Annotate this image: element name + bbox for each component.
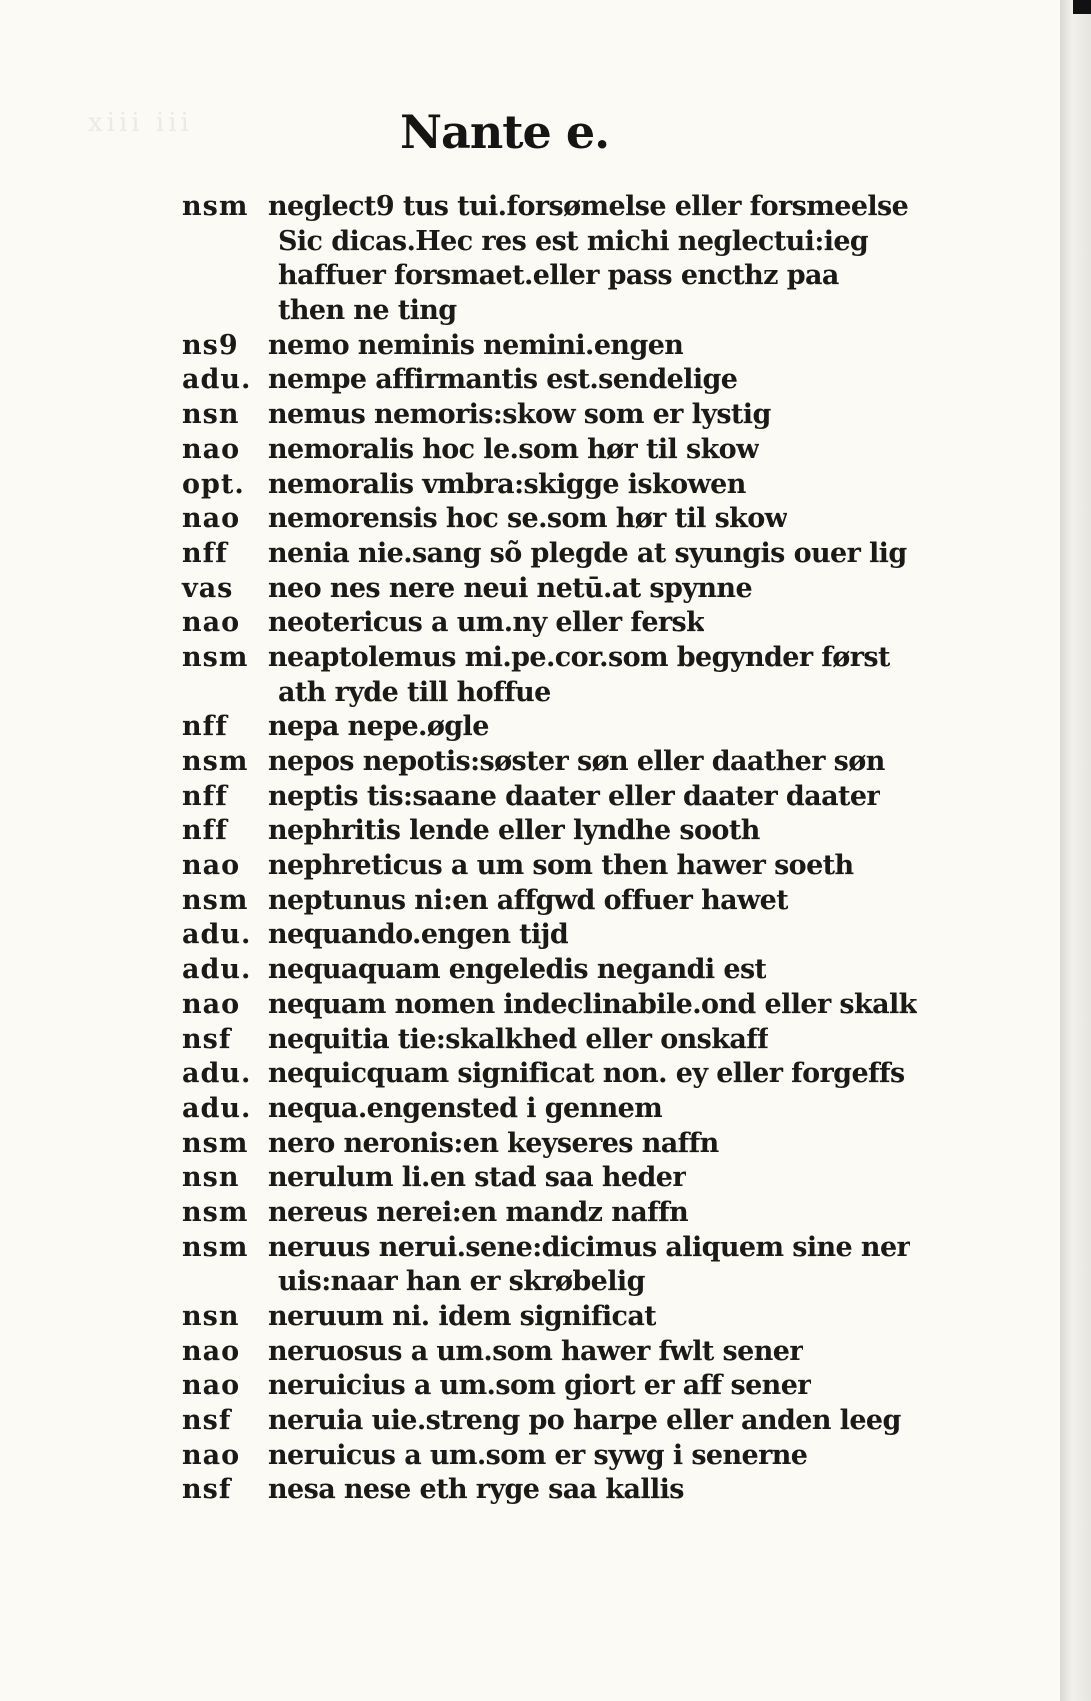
dictionary-entry [0, 814, 1060, 849]
grammar-label: nsm [182, 1127, 249, 1159]
dictionary-entry [0, 1231, 1060, 1300]
grammar-label: nsf [182, 1474, 232, 1506]
entry-text: nephritis lende eller lyndhe sooth [268, 815, 760, 847]
dictionary-entry [0, 1092, 1060, 1127]
grammar-label: nsf [182, 1405, 232, 1437]
grammar-label: ns9 [182, 329, 239, 361]
entry-first-line [0, 1404, 1060, 1439]
entry-first-line [0, 745, 1060, 780]
entry-text: neglect9 tus tui.forsømelse eller forsmeelse [268, 191, 909, 222]
entry-first-line [0, 1439, 1060, 1474]
dictionary-entry [0, 606, 1060, 641]
entry-text: nerulum li.en stad saa heder [268, 1162, 686, 1194]
dictionary-entry [0, 1300, 1060, 1335]
entry-first-line [0, 502, 1060, 537]
entry-text: nemo neminis nemini.engen [268, 329, 684, 361]
entry-text: nequaquam engeledis negandi est [268, 954, 767, 986]
entry-first-line [0, 1196, 1060, 1231]
entry-text: nepos nepotis:søster søn eller daather søn [268, 746, 885, 777]
grammar-label: nff [182, 780, 228, 812]
grammar-label: nao [182, 503, 241, 535]
entry-continuation-line [0, 294, 1060, 329]
entry-first-line [0, 190, 1060, 225]
page-edge-shadow [1060, 0, 1091, 1701]
grammar-label: nff [182, 815, 228, 847]
grammar-label: nao [182, 1370, 241, 1402]
dictionary-entry [0, 745, 1060, 780]
entry-text: neptunus ni:en affgwd offuer hawet [268, 884, 789, 916]
dictionary-entry [0, 780, 1060, 815]
entry-text: nemoralis vmbra:skigge iskowen [268, 468, 746, 500]
grammar-label: opt. [182, 468, 245, 500]
entry-text: nemus nemoris:skow som er lystig [268, 399, 771, 431]
grammar-label: nsm [182, 191, 249, 222]
grammar-label: nsm [182, 641, 249, 673]
grammar-label: adu. [182, 1092, 252, 1124]
dictionary-entry [0, 1127, 1060, 1162]
entry-text: neruicius a um.som giort er aff sener [268, 1370, 811, 1402]
dictionary-entry [0, 918, 1060, 953]
dictionary-entry [0, 1439, 1060, 1474]
entry-first-line [0, 641, 1060, 676]
entry-first-line [0, 398, 1060, 433]
grammar-label: nsn [182, 1162, 240, 1194]
entry-first-line [0, 468, 1060, 503]
entry-text: neotericus a um.ny eller fersk [268, 607, 705, 639]
entry-first-line [0, 780, 1060, 815]
dictionary-entry [0, 433, 1060, 468]
dictionary-entry [0, 641, 1060, 710]
entry-text: nereus nerei:en mandz naffn [268, 1196, 689, 1228]
dictionary-entry [0, 502, 1060, 537]
entry-first-line [0, 572, 1060, 607]
dictionary-entry [0, 953, 1060, 988]
dictionary-entry [0, 398, 1060, 433]
grammar-label: nff [182, 537, 228, 569]
entry-text: nequicquam significat non. ey eller forgeffs [268, 1058, 905, 1090]
entry-text: nenia nie.sang sõ plegde at syungis ouer lig [268, 537, 907, 569]
entry-first-line [0, 1473, 1060, 1508]
grammar-label: nsm [182, 884, 249, 916]
dictionary-entries [0, 190, 1060, 1508]
grammar-label: nsm [182, 1231, 249, 1263]
entry-text: nequando.engen tijd [268, 919, 569, 951]
grammar-label: nao [182, 607, 241, 639]
grammar-label: adu. [182, 954, 252, 986]
entry-text: neo nes nere neui netū.at spynne [268, 572, 753, 604]
entry-text: neruosus a um.som hawer fwlt sener [268, 1335, 803, 1367]
entry-first-line [0, 1300, 1060, 1335]
entry-first-line [0, 1335, 1060, 1370]
entry-continuation-line [0, 1265, 1060, 1300]
entry-first-line [0, 1023, 1060, 1058]
entry-text: neaptolemus mi.pe.cor.som begynder først [268, 641, 890, 673]
grammar-label: nsn [182, 399, 240, 431]
running-head: Nante e. [400, 105, 610, 159]
grammar-label: nsn [182, 1301, 240, 1332]
entry-text: neruicus a um.som er sywg i senerne [268, 1439, 808, 1471]
entry-first-line [0, 953, 1060, 988]
grammar-label: adu. [182, 919, 252, 951]
dictionary-entry [0, 537, 1060, 572]
dictionary-entry [0, 1161, 1060, 1196]
grammar-label: adu. [182, 364, 252, 396]
dictionary-entry [0, 710, 1060, 745]
dictionary-entry [0, 1335, 1060, 1370]
dictionary-entry [0, 1369, 1060, 1404]
entry-first-line [0, 329, 1060, 364]
entry-text: nepa nepe.øgle [268, 711, 489, 743]
grammar-label: nao [182, 1335, 241, 1367]
dictionary-entry [0, 329, 1060, 364]
grammar-label: nsm [182, 1196, 249, 1228]
entry-first-line [0, 849, 1060, 884]
entry-first-line [0, 884, 1060, 919]
entry-first-line [0, 1092, 1060, 1127]
bleed-through-text: xiii iii [88, 108, 193, 138]
entry-text: neruia uie.streng po harpe eller anden leeg [268, 1405, 901, 1437]
entry-first-line [0, 606, 1060, 641]
entry-first-line [0, 1369, 1060, 1404]
grammar-label: nao [182, 433, 241, 465]
grammar-label: nao [182, 1439, 241, 1471]
entry-first-line [0, 1231, 1060, 1266]
grammar-label: vas [182, 572, 234, 604]
entry-text: nesa nese eth ryge saa kallis [268, 1474, 684, 1506]
corner-mark [1073, 0, 1091, 14]
entry-first-line [0, 1057, 1060, 1092]
entry-text: ath ryde till hoffue [278, 676, 551, 708]
grammar-label: nsm [182, 746, 249, 777]
entry-first-line [0, 988, 1060, 1023]
dictionary-entry [0, 988, 1060, 1023]
dictionary-entry [0, 884, 1060, 919]
dictionary-entry [0, 849, 1060, 884]
entry-first-line [0, 710, 1060, 745]
entry-first-line [0, 814, 1060, 849]
grammar-label: adu. [182, 1058, 252, 1090]
dictionary-entry [0, 1023, 1060, 1058]
entry-first-line [0, 433, 1060, 468]
dictionary-entry [0, 1404, 1060, 1439]
grammar-label: nff [182, 711, 228, 743]
entry-first-line [0, 537, 1060, 572]
entry-text: nequam nomen indeclinabile.ond eller skalk [268, 988, 917, 1020]
entry-text: nemorensis hoc se.som hør til skow [268, 503, 788, 535]
entry-first-line [0, 363, 1060, 398]
dictionary-entry [0, 572, 1060, 607]
entry-text: nempe affirmantis est.sendelige [268, 364, 738, 396]
entry-first-line [0, 918, 1060, 953]
entry-continuation-line [0, 676, 1060, 711]
entry-text: nequitia tie:skalkhed eller onskaff [268, 1023, 769, 1055]
entry-text: nequa.engensted i gennem [268, 1092, 663, 1124]
entry-continuation-line [0, 259, 1060, 294]
dictionary-entry [0, 468, 1060, 503]
entry-text: neruus nerui.sene:dicimus aliquem sine ner [268, 1231, 911, 1263]
entry-text: nero neronis:en keyseres naffn [268, 1127, 719, 1159]
entry-text: haffuer forsmaet.eller pass encthz paa [278, 260, 839, 292]
dictionary-entry [0, 1196, 1060, 1231]
dictionary-entry [0, 190, 1060, 329]
entry-text: uis:naar han er skrøbelig [278, 1266, 645, 1298]
entry-first-line [0, 1161, 1060, 1196]
entry-continuation-line [0, 225, 1060, 260]
dictionary-entry [0, 1057, 1060, 1092]
entry-text: Sic dicas.Hec res est michi neglectui:ieg [278, 225, 869, 257]
grammar-label: nsf [182, 1023, 232, 1055]
entry-text: neptis tis:saane daater eller daater daater [268, 780, 881, 812]
entry-text: nemoralis hoc le.som hør til skow [268, 433, 759, 465]
entry-text: nephreticus a um som then hawer soeth [268, 850, 854, 882]
dictionary-entry [0, 363, 1060, 398]
grammar-label: nao [182, 988, 241, 1020]
entry-text: then ne ting [278, 295, 457, 327]
entry-text: neruum ni. idem significat [268, 1301, 657, 1332]
dictionary-entry [0, 1473, 1060, 1508]
entry-first-line [0, 1127, 1060, 1162]
grammar-label: nao [182, 850, 241, 882]
